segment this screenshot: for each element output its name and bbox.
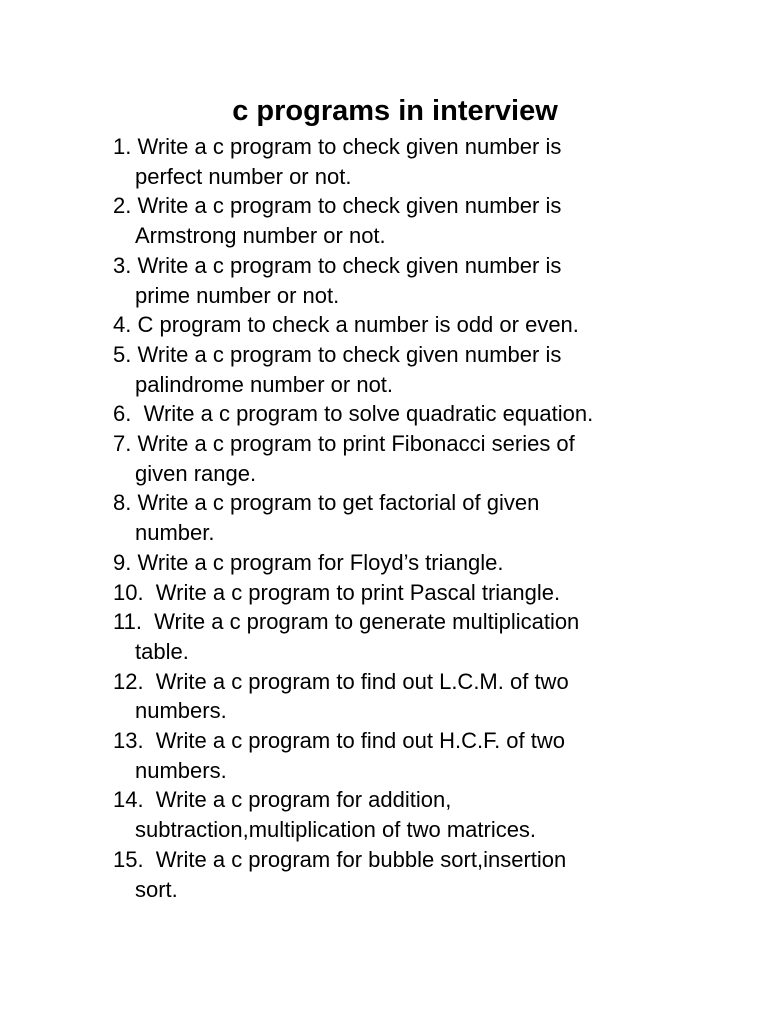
list-item-text: 14. Write a c program for addition, bbox=[113, 787, 452, 813]
list-item-text: 3. Write a c program to check given number is bbox=[113, 252, 562, 278]
list-item bbox=[113, 726, 713, 785]
list-item bbox=[113, 310, 713, 340]
list-item-text: 15. Write a c program for bubble sort,insertion bbox=[113, 846, 567, 872]
list-item-continuation: perfect number or not. bbox=[135, 163, 352, 189]
list-item-continuation: numbers. bbox=[135, 698, 227, 724]
list-item bbox=[113, 785, 713, 844]
document-title: c programs in interview bbox=[232, 95, 558, 127]
list-item-text: 5. Write a c program to check given number is bbox=[113, 341, 562, 367]
list-item-text: 9. Write a c program for Floyd’s triangle. bbox=[113, 549, 504, 575]
list-item bbox=[113, 340, 713, 399]
list-item bbox=[113, 548, 713, 578]
program-list bbox=[113, 132, 713, 904]
list-item-continuation: numbers. bbox=[135, 757, 227, 783]
list-item-text: 11. Write a c program to generate multiplication bbox=[113, 609, 580, 635]
list-item-continuation: table. bbox=[135, 638, 189, 664]
list-item-continuation: Armstrong number or not. bbox=[135, 223, 386, 249]
list-item-continuation: subtraction,multiplication of two matrices. bbox=[135, 817, 537, 843]
list-item-text: 10. Write a c program to print Pascal triangle. bbox=[113, 579, 561, 605]
list-item-text: 8. Write a c program to get factorial of given bbox=[113, 490, 540, 516]
list-item-continuation: sort. bbox=[135, 876, 178, 902]
list-item-continuation: number. bbox=[135, 520, 215, 546]
list-item bbox=[113, 399, 713, 429]
list-item-continuation: palindrome number or not. bbox=[135, 371, 394, 397]
list-item bbox=[113, 429, 713, 488]
list-item-continuation: given range. bbox=[135, 460, 257, 486]
list-item-continuation: prime number or not. bbox=[135, 282, 340, 308]
list-item bbox=[113, 845, 713, 904]
list-item-text: 2. Write a c program to check given number is bbox=[113, 193, 562, 219]
list-item bbox=[113, 488, 713, 547]
list-item-text: 12. Write a c program to find out L.C.M. of two bbox=[113, 668, 569, 694]
list-item-text: 1. Write a c program to check given number is bbox=[113, 134, 562, 159]
list-item-text: 6. Write a c program to solve quadratic equation. bbox=[113, 401, 594, 427]
list-item bbox=[113, 667, 713, 726]
list-item-text: 13. Write a c program to find out H.C.F. of two bbox=[113, 728, 565, 754]
list-item-text: 7. Write a c program to print Fibonacci series of bbox=[113, 431, 575, 457]
list-item bbox=[113, 607, 713, 666]
list-item-text: 4. C program to check a number is odd or even. bbox=[113, 312, 579, 338]
list-item bbox=[113, 578, 713, 608]
list-item bbox=[113, 191, 713, 250]
list-item bbox=[113, 251, 713, 310]
list-item bbox=[113, 132, 713, 191]
